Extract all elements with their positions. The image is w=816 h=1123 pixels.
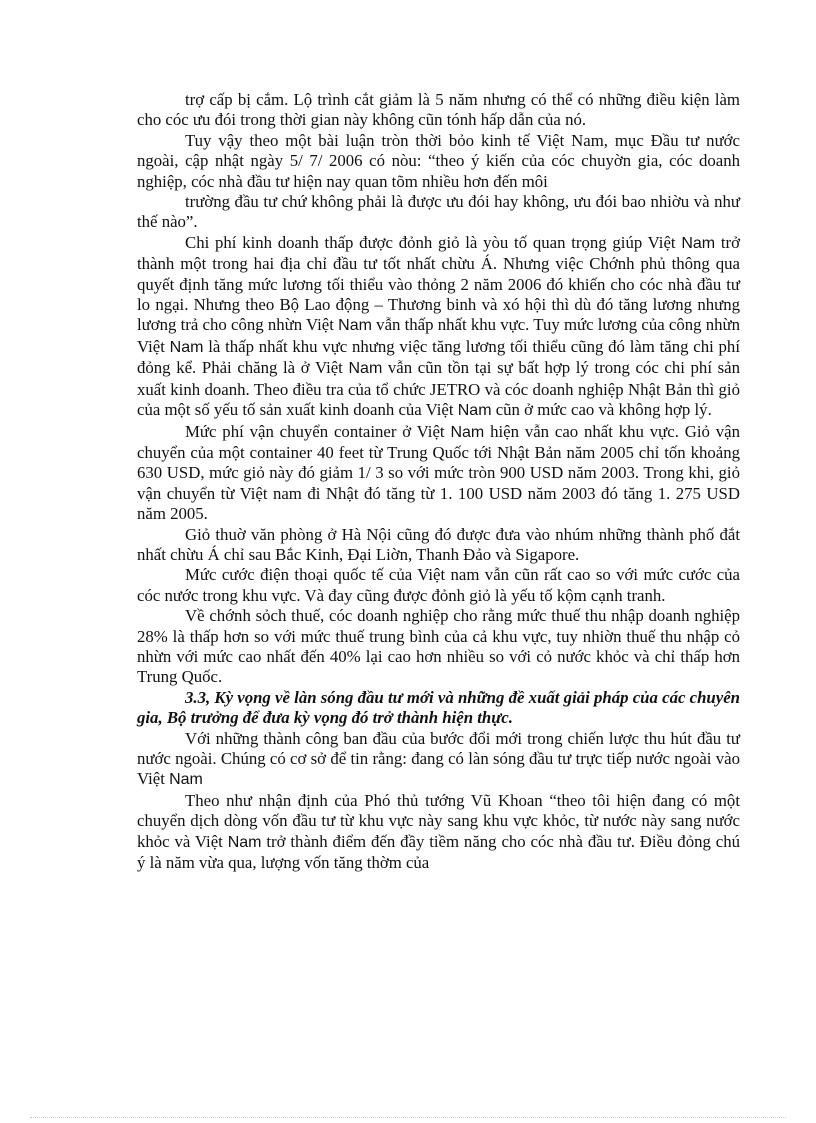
- text-span: cũn ở mức cao và không hợp lý.: [495, 400, 712, 420]
- paragraph: Về chớnh sỏch thuế, cóc doanh nghiệp cho rằng mức thuế thu nhập doanh nghiệp 28% là thấp hơn so với mức thuế trung bình của cả khu vực, tuy nhiờn thuế thu nhập cỏ nhừn với mức cao nhất đến 40% lại cao hơn nhiều so với cỏ nước khỏc và chỉ thấp hơn Trung Quốc.: [137, 606, 740, 687]
- word-nam: Nam: [227, 833, 262, 851]
- word-nam: Nam: [338, 317, 372, 335]
- text-span: vẫn cũn tồn tại sự bất hợp lý trong cóc chi phí sản xuất kinh doanh. Theo điều tra của tổ chức JETRO và cóc doanh nghiệp Nhật Bản thì giỏ của một số yếu tố sản xuất kinh doanh của Việt: [137, 358, 740, 420]
- word-nam: Nam: [457, 402, 492, 420]
- text-span: Chi phí kinh doanh thấp được đỏnh giỏ là yòu tố quan trọng giúp Việt: [185, 232, 676, 252]
- text-span: trở thành một trong hai địa chỉ đầu tư tốt nhất chừu Á. Nhưng việc Chớnh phủ thông qua quyết định tăng mức lương tối thiểu vào thỏng 2 năm 2006 đó khiến cho cóc nhà đầu tư lo ngại. Nhưng theo Bộ Lao động – Thương binh và xó hội thì dù đó tăng lương nhưng lương trả cho công nhừn Việt: [137, 232, 740, 335]
- paragraph: Giỏ thuờ văn phòng ở Hà Nội cũng đó được đưa vào nhúm những thành phố đắt nhất chừu Á chỉ sau Bắc Kinh, Đại Liờn, Thanh Đảo và Sigapore.: [137, 524, 740, 564]
- text-span: Mức phí vận chuyển container ở Việt: [185, 421, 445, 441]
- paragraph: [137, 729, 740, 791]
- text-span: là thấp nhất khu vực nhưng việc tăng lương tối thiểu cũng đó làm tăng chi phí đỏng kể. Phải chăng là ở Việt: [137, 336, 740, 378]
- paragraph: Tuy vậy theo một bài luận tròn thời bỏo kinh tế Việt Nam, mục Đầu tư nước ngoài, cập nhật ngày 5/ 7/ 2006 có nòu: “theo ý kiến của cóc chuyờn gia, cóc doanh nghiệp, cóc nhà đầu tư hiện nay quan tõm nhiều hơn đến môi: [137, 130, 740, 191]
- paragraph: [137, 233, 740, 422]
- text-span: Với những thành công ban đầu của bước đổi mới trong chiến lược thu hút đầu tư nước ngoài. Chúng có cơ sở để tin rằng: đang có làn sóng đầu tư trực tiếp nước ngoài vào Việt: [137, 728, 740, 789]
- text-span: trở thành điểm đến đầy tiềm năng cho cóc nhà đầu tư. Điều đỏng chú ý là năm vừa qua, lượng vốn tăng thờm của: [137, 831, 740, 873]
- paragraph: Mức cước điện thoại quốc tế của Việt nam vẫn cũn rất cao so với mức cước của cóc nước trong khu vực. Và đay cũng được đỏnh giỏ là yếu tố kộm cạnh tranh.: [137, 565, 740, 605]
- paragraph: trường đầu tư chứ không phải là được ưu đói hay không, ưu đói bao nhiờu và như thế nào”.: [137, 192, 740, 232]
- document-page: [137, 90, 740, 873]
- word-nam: Nam: [169, 771, 203, 789]
- paragraph: [137, 422, 740, 525]
- paragraph: [137, 791, 740, 874]
- page-bottom-rule: [30, 1117, 786, 1118]
- word-nam: Nam: [348, 360, 383, 378]
- text-span: hiện vẫn cao nhất khu vực. Giỏ vận chuyển của một container 40 feet từ Trung Quốc tới Nhật Bản năm 2005 chỉ tốn khoảng 630 USD, mức giỏ này đó giảm 1/ 3 so với mức tròn 900 USD năm 2003. Trong khi, giỏ vận chuyển từ Việt nam đi Nhật đó tăng từ 1. 100 USD năm 2003 đó tăng 1. 275 USD năm 2005.: [137, 421, 741, 524]
- text-span: Theo như nhận định của Phó thủ tướng Vũ Khoan “theo tôi hiện đang có một chuyển dịch dòng vốn đầu tư từ khu vực này sang khu vực khỏc, từ nước này sang nước khỏc và Việt: [137, 790, 740, 851]
- paragraph: trợ cấp bị cắm. Lộ trình cắt giảm là 5 năm nhưng có thể có những điều kiện làm cho cóc ưu đói trong thời gian này không cũn tónh hấp dẫn của nó.: [137, 90, 740, 130]
- section-heading: 3.3, Kỳ vọng về làn sóng đầu tư mới và những đề xuất giải pháp của các chuyên gia, Bộ trưởng để đưa kỳ vọng đó trở thành hiện thực.: [137, 687, 740, 728]
- text-span: vẫn thấp nhất khu vực. Tuy mức lương của công nhừn Việt: [137, 315, 741, 356]
- word-nam: Nam: [169, 338, 204, 356]
- word-nam: Nam: [450, 423, 485, 441]
- word-nam: Nam: [681, 234, 716, 252]
